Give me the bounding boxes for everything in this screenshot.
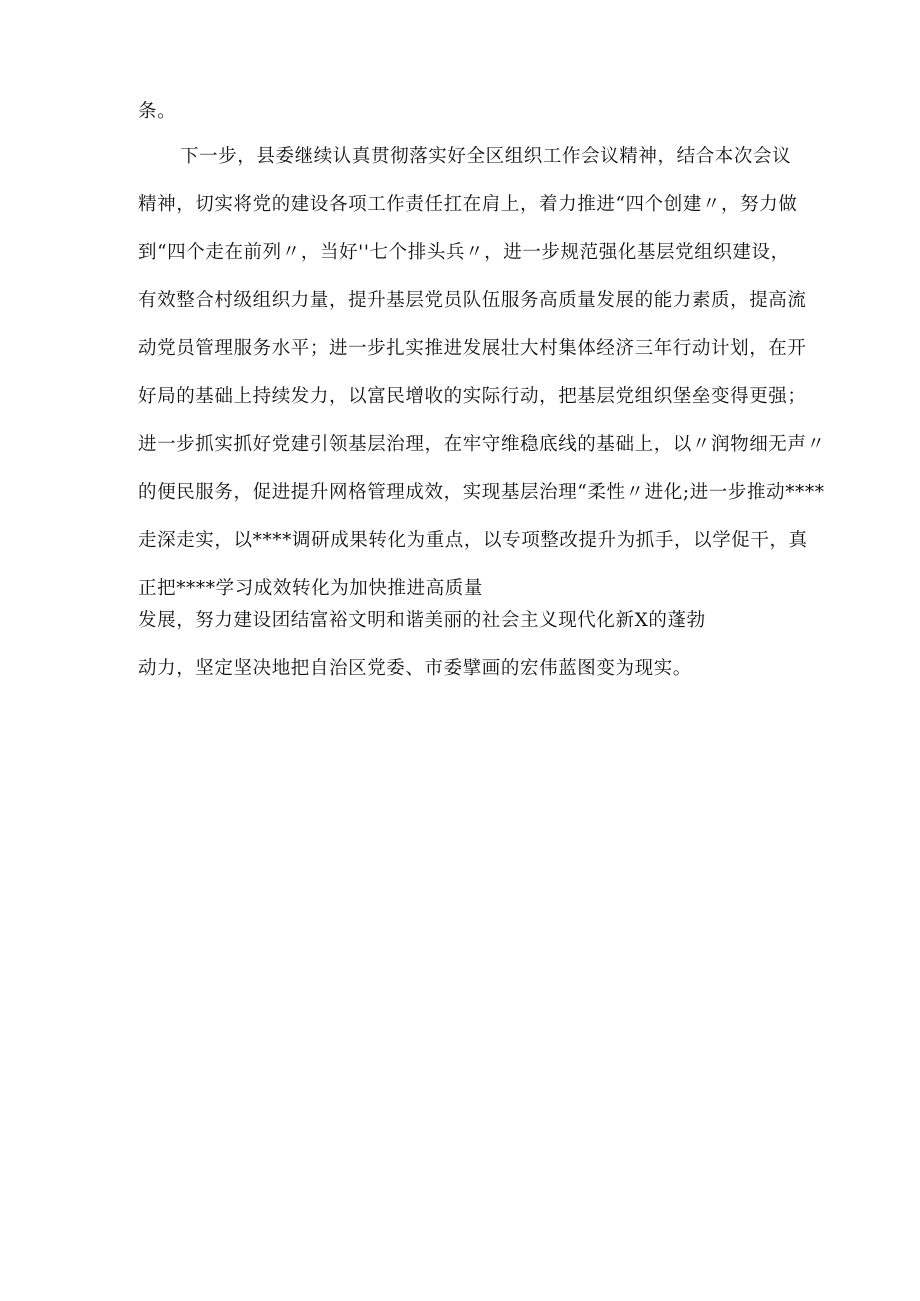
paragraph-line-1: 条。 xyxy=(138,101,177,122)
paragraph-line-12: 发展，努力建设团结富裕文明和谐美丽的社会主义现代化新X的蓬勃 xyxy=(138,610,706,631)
paragraph-line-6: 动党员管理服务水平；进一步扎实推进发展壮大村集体经济三年行动计划，在开 xyxy=(138,338,807,359)
paragraph-line-13: 动力，坚定坚决地把自治区党委、市委擘画的宏伟蓝图变为现实。 xyxy=(138,658,692,679)
paragraph-line-5: 有效整合村级组织力量，提升基层党员队伍服务高质量发展的能力素质，提高流 xyxy=(138,290,807,311)
paragraph-line-2: 下一步，县委继续认真贯彻落实好全区组织工作会议精神，结合本次会议 xyxy=(180,146,792,167)
paragraph-line-4: 到“四个走在前列〃，当好''七个排头兵〃，进一步规范强化基层党组织建设， xyxy=(138,242,790,263)
paragraph-line-9: 的便民服务，促进提升网格管理成效，实现基层治理“柔性〃进化;进一步推动**** xyxy=(138,482,825,503)
paragraph-line-11: 正把****学习成效转化为加快推进高质量 xyxy=(138,578,484,599)
paragraph-line-10: 走深走实，以****调研成果转化为重点，以专项整改提升为抓手，以学促干，真 xyxy=(138,530,808,551)
paragraph-line-3: 精神，切实将党的建设各项工作责任扛在肩上，着力推进“四个创建〃，努力做 xyxy=(138,194,798,215)
paragraph-line-8: 进一步抓实抓好党建引领基层治理，在牢守维稳底线的基础上，以〃润物细无声〃 xyxy=(138,434,826,455)
paragraph-line-7: 好局的基础上持续发力，以富民增收的实际行动，把基层党组织堡垒变得更强； xyxy=(138,386,807,407)
